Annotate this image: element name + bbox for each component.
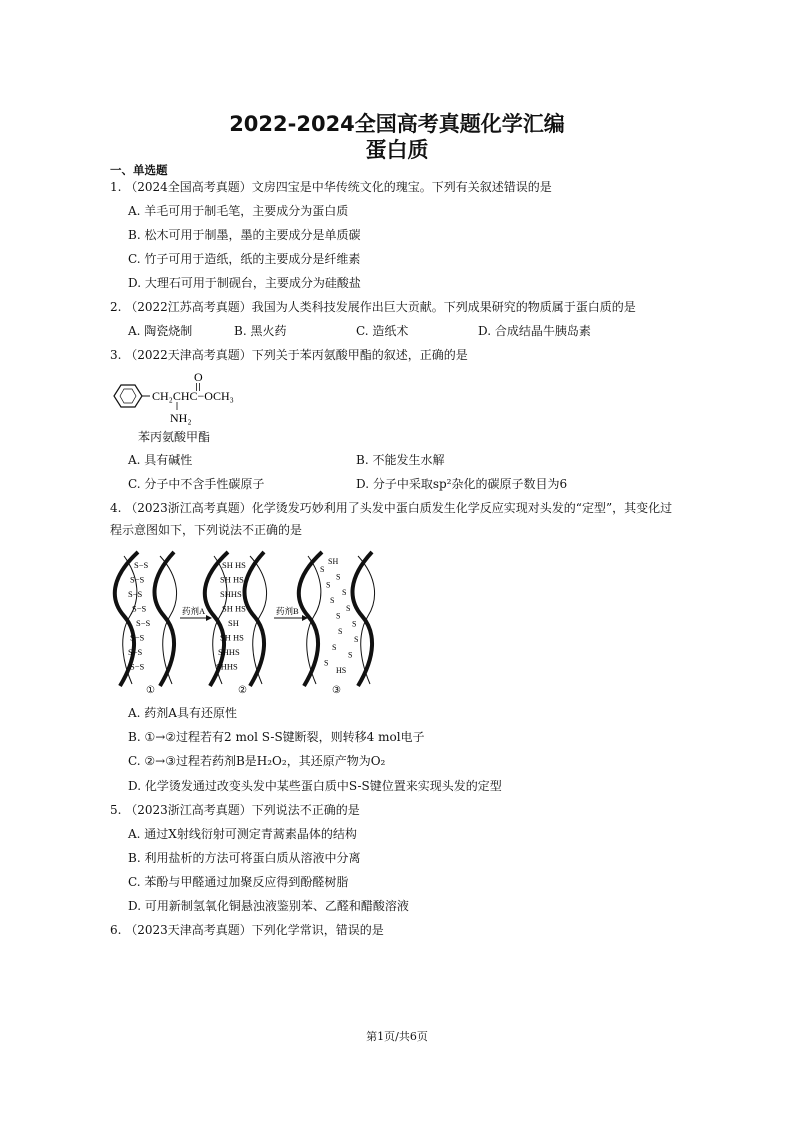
question-3-stem: 3. （2022天津高考真题）下列关于苯丙氨酸甲酯的叙述，正确的是 (110, 348, 468, 362)
bond-left-3: S−S (132, 603, 147, 614)
bond-right-12: S (348, 650, 353, 660)
question-3-option-d: D. 分子中采取sp²杂化的碳原子数目为6 (356, 477, 568, 491)
question-3-option-a: A. 具有碱性 (128, 453, 193, 467)
question-4-option-b: B. ①→②过程若有2 mol S-S键断裂，则转移4 mol电子 (128, 730, 425, 744)
hair-perm-diagram (110, 548, 390, 698)
question-4-option-c: C. ②→③过程若药剂B是H₂O₂，其还原产物为O₂ (128, 754, 386, 768)
structure-name: 苯丙氨酸甲酯 (138, 430, 211, 444)
question-4-stem-line2: 程示意图如下，下列说法不正确的是 (110, 523, 303, 537)
amino-group: NH₂ (170, 411, 192, 425)
question-2-stem: 2. （2022江苏高考真题）我国为人类科技发展作出巨大贡献。下列成果研究的物质属于蛋白质的是 (110, 300, 636, 314)
question-1-option-b: B. 松木可用于制墨，墨的主要成分是单质碳 (128, 228, 361, 242)
section-heading: 一、单选题 (110, 163, 168, 177)
question-2-option-b: B. 黑火药 (234, 324, 287, 338)
bond-left-7: S−S (130, 661, 145, 672)
bond-right-9: S (338, 627, 343, 637)
question-6-stem: 6. （2023天津高考真题）下列化学常识，错误的是 (110, 923, 384, 937)
document-title: 2022-2024全国高考真题化学汇编 (229, 112, 565, 136)
question-5-option-a: A. 通过X射线衍射可测定青蒿素晶体的结构 (128, 827, 357, 841)
carbonyl-oxygen: O (194, 370, 203, 384)
question-4-option-d: D. 化学烫发通过改变头发中某些蛋白质中S-S键位置来实现头发的定型 (128, 779, 502, 793)
question-1-option-d: D. 大理石可用于制砚台，主要成分为硅酸盐 (128, 276, 361, 290)
bond-right-4: S (342, 588, 347, 598)
question-5-option-b: B. 利用盐析的方法可将蛋白质从溶液中分离 (128, 851, 361, 865)
reagent-b-label: 药剂B (276, 606, 299, 616)
bond-right-0: SH (328, 557, 339, 566)
bond-right-13: S (324, 658, 329, 668)
bond-mid-2: SHHS (220, 589, 242, 599)
bond-right-1: S (320, 564, 325, 574)
bond-mid-0: SH HS (222, 560, 246, 570)
question-2-option-d: D. 合成结晶牛胰岛素 (478, 324, 591, 338)
bond-left-0: S−S (134, 560, 149, 570)
bond-left-1: S−S (130, 574, 145, 585)
question-1-option-a: A. 羊毛可用于制毛笔，主要成分为蛋白质 (128, 204, 349, 218)
question-5-option-c: C. 苯酚与甲醛通过加聚反应得到酚醛树脂 (128, 875, 349, 889)
bond-mid-3: SH HS (222, 603, 246, 614)
question-2-option-c: C. 造纸术 (356, 324, 409, 338)
question-1-stem: 1. （2024全国高考真题）文房四宝是中华传统文化的瑰宝。下列有关叙述错误的是 (110, 180, 552, 194)
bond-mid-4: SH (228, 618, 239, 628)
bond-right-7: S (336, 611, 341, 621)
bond-right-8: S (352, 619, 357, 629)
stage-3-label: ③ (332, 685, 341, 696)
bond-right-3: S (326, 580, 331, 590)
bond-right-6: S (346, 603, 351, 613)
bond-right-10: S (354, 635, 359, 644)
reagent-a-label: 药剂A (182, 606, 206, 616)
benzene-inner-ring (120, 389, 136, 403)
bond-right-11: S (332, 642, 337, 652)
question-2-option-a: A. 陶瓷烧制 (128, 324, 193, 338)
bond-mid-1: SH HS (220, 574, 244, 585)
arrow-1-head (206, 615, 212, 621)
question-4-stem-line1: 4. （2023浙江高考真题）化学烫发巧妙利用了头发中蛋白质发生化学反应实现对头发的“定型”，其变化过 (110, 501, 673, 515)
bond-mid-7: SHHS (216, 661, 238, 672)
bond-left-6: S−S (128, 647, 143, 657)
question-1-option-c: C. 竹子可用于造纸，纸的主要成分是纤维素 (128, 252, 361, 266)
bond-left-2: S−S (128, 589, 143, 599)
bond-right-5: S (330, 596, 335, 605)
benzene-ring (114, 385, 142, 407)
stage-1-label: ① (146, 685, 155, 696)
question-3-option-b: B. 不能发生水解 (356, 453, 445, 467)
bond-mid-6: SHHS (218, 647, 240, 657)
question-3-option-c: C. 分子中不含手性碳原子 (128, 477, 265, 491)
page-number: 第1页/共6页 (366, 1030, 428, 1043)
bond-right-2: S (336, 572, 341, 582)
bond-right-14: HS (336, 666, 347, 676)
bond-left-5: S−S (130, 632, 145, 643)
document-subtitle: 蛋白质 (365, 138, 429, 162)
bond-mid-5: SH HS (220, 632, 244, 643)
question-4-option-a: A. 药剂A具有还原性 (128, 706, 237, 720)
question-5-stem: 5. （2023浙江高考真题）下列说法不正确的是 (110, 803, 360, 817)
bond-left-4: S−S (136, 618, 151, 628)
structure-main-chain: CH₂CHC−OCH₃ (152, 389, 234, 403)
stage-2-label: ② (238, 685, 247, 696)
question-5-option-d: D. 可用新制氢氧化铜悬浊液鉴别苯、乙醛和醋酸溶液 (128, 899, 409, 913)
